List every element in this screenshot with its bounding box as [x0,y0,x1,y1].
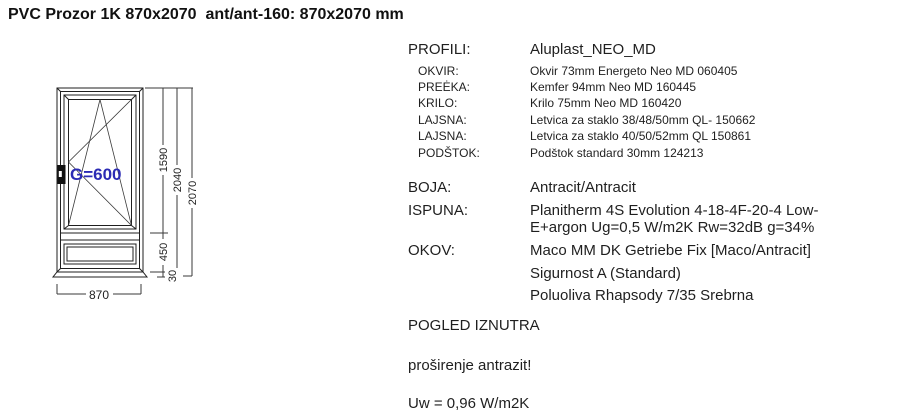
spec-label: LAJSNA: [418,113,467,127]
dim-sash-height: 1590 [158,147,170,173]
spec-label: OKVIR: [418,64,459,78]
spec-label: PROFILI: [408,41,471,58]
spec-row-krilo [0,96,919,114]
view-caption: POGLED IZNUTRA [408,317,540,334]
spec-value: Aluplast_NEO_MD [530,41,656,58]
spec-row-lajsna-2 [0,129,919,147]
dim-width: 870 [88,288,110,302]
spec-value: Okvir 73mm Energeto Neo MD 060405 [530,64,738,78]
spec-row-okov-3 [0,287,919,305]
spec-value: Podštok standard 30mm 124213 [530,146,704,160]
spec-row-ispuna-cont [0,219,919,237]
spec-label: BOJA: [408,179,452,196]
dim-sill-height: 30 [167,269,179,283]
spec-value: Kemfer 94mm Neo MD 160445 [530,80,697,94]
page-title: PVC Prozor 1K 870x2070 ant/ant-160: 870x2070 mm [8,6,404,23]
spec-row-ispuna [0,202,919,220]
dim-frame-height: 2040 [172,167,184,193]
spec-value: Letvica za staklo 38/48/50mm QL- 150662 [530,113,756,127]
spec-row-podstok [0,146,919,164]
extension-note: proširenje antrazit! [408,357,532,374]
glass-label: G=600 [70,165,122,184]
spec-label: KRILO: [418,96,458,110]
dim-panel-height: 450 [158,242,170,262]
spec-value: Poluoliva Rhapsody 7/35 Srebrna [530,287,754,304]
uw-value: Uw = 0,96 W/m2K [408,395,530,412]
spec-label: OKOV: [408,242,455,259]
spec-value: Letvica za staklo 40/50/52mm QL 150861 [530,129,752,143]
spec-label: LAJSNA: [418,129,467,143]
spec-row-okov [0,242,919,260]
spec-label: PREĖKA: [418,80,471,94]
spec-label: PODŠTOK: [418,146,480,160]
spec-value: Maco MM DK Getriebe Fix [Maco/Antracit] [530,242,811,259]
spec-row-profili [0,41,919,59]
spec-value: Krilo 75mm Neo MD 160420 [530,96,682,110]
spec-row-okov-2 [0,265,919,283]
spec-value: Sigurnost A (Standard) [530,265,681,282]
spec-label: ISPUNA: [408,202,469,219]
dim-total-height: 2070 [187,180,199,206]
spec-value: Antracit/Antracit [530,179,636,196]
spec-row-boja [0,179,919,197]
spec-value: E+argon Ug=0,5 W/m2K Rw=32dB g=34% [530,219,815,236]
spec-value: Planitherm 4S Evolution 4-18-4F-20-4 Low- [530,202,819,219]
